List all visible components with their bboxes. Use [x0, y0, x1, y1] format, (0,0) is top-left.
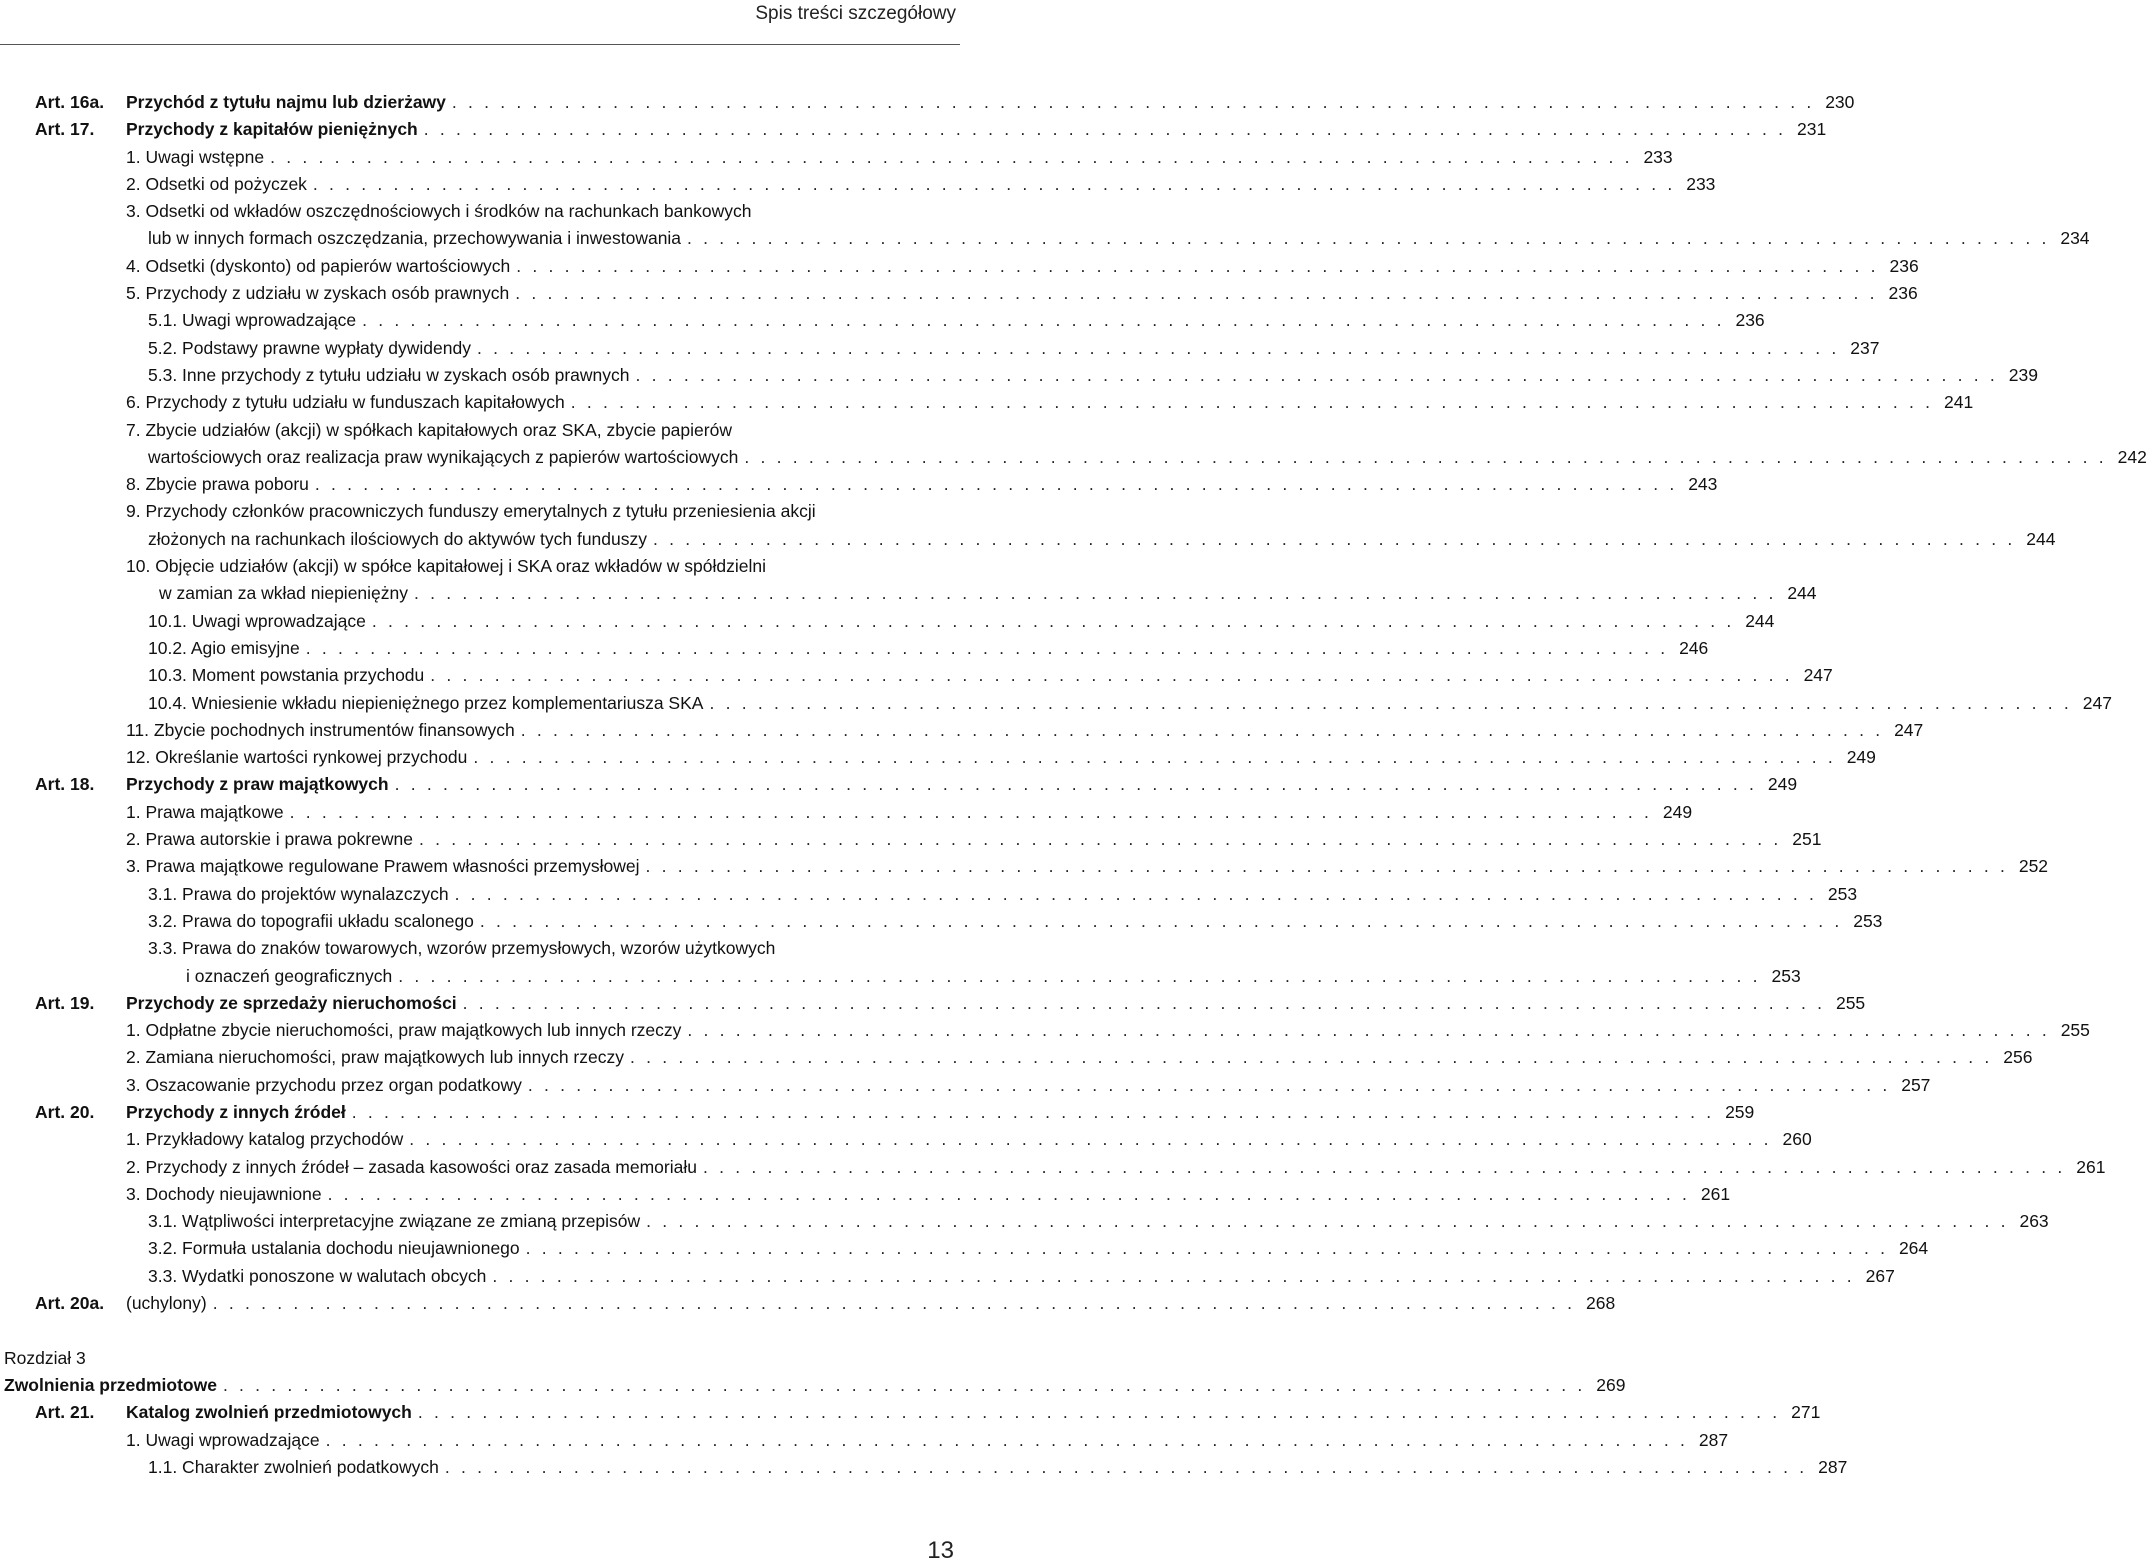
- entry-title: 2. Przychody z innych źródeł – zasada kasowości oraz zasada memoriału: [126, 1156, 697, 1177]
- entry-title: 1. Uwagi wstępne: [126, 146, 265, 167]
- dot-leader: . . . . . . . . . . . . . . . . . . . . . . . . . . . . . . . . . . . . . . . . . . . . . . . . . . . . . . . . . . . . . . . . . . . . . . . . . . . . . . . . . . . . .: [314, 474, 1678, 495]
- article-number: Art. 19.: [35, 992, 95, 1013]
- entry-title: 2. Zamiana nieruchomości, praw majątkowych lub innych rzeczy: [126, 1047, 624, 1068]
- dot-leader: . . . . . . . . . . . . . . . . . . . . . . . . . . . . . . . . . . . . . . . . . . . . . . . . . . . . . . . . . . . . . . . . . . . . . . . . . . . . . . . . . . . . .: [371, 610, 1735, 631]
- entry-page-number: 263: [2019, 1211, 2049, 1232]
- dot-leader: . . . . . . . . . . . . . . . . . . . . . . . . . . . . . . . . . . . . . . . . . . . . . . . . . . . . . . . . . . . . . . . . . . . . . . . . . . . . . . . . . . . . .: [462, 992, 1826, 1013]
- dot-leader: . . . . . . . . . . . . . . . . . . . . . . . . . . . . . . . . . . . . . . . . . . . . . . . . . . . . . . . . . . . . . . . . . . . . . . . . . . . . . . . . . . . . .: [222, 1374, 1586, 1395]
- entry-page-number: 244: [1787, 583, 1817, 604]
- running-header: [0, 0, 960, 45]
- toc-entry: [0, 253, 1919, 280]
- entry-title: 10.3. Moment powstania przychodu: [148, 665, 425, 686]
- dot-leader: . . . . . . . . . . . . . . . . . . . . . . . . . . . . . . . . . . . . . . . . . . . . . . . . . . . . . . . . . . . . . . . . . . . . . . . . . . . . . . . . . . . . .: [473, 747, 1836, 768]
- entry-title: 3.3. Wydatki ponoszone w walutach obcych: [148, 1265, 487, 1286]
- entry-page-number: 242: [2117, 446, 2147, 467]
- toc-entry: [0, 1154, 2106, 1181]
- toc-entry: [0, 1454, 1848, 1481]
- entry-page-number: 257: [1901, 1074, 1931, 1095]
- chapter-heading: [0, 1345, 960, 1372]
- dot-leader: . . . . . . . . . . . . . . . . . . . . . . . . . . . . . . . . . . . . . . . . . . . . . . . . . . . . . . . . . . . . . . . . . . . . . . . . . . . . . . . . . . . . .: [398, 965, 1761, 986]
- entry-page-number: 261: [1700, 1183, 1731, 1204]
- dot-leader: . . . . . . . . . . . . . . . . . . . . . . . . . . . . . . . . . . . . . . . . . . . . . . . . . . . . . . . . . . . . . . . . . . . . . . . . . . . . . . . . . . . . .: [394, 774, 1758, 795]
- entry-page-number: 287: [1818, 1456, 1848, 1477]
- dot-leader: . . . . . . . . . . . . . . . . . . . . . . . . . . . . . . . . . . . . . . . . . . . . . . . . . . . . . . . . . . . . . . . . . . . . . . . . . . . . . . . . . . . . .: [476, 337, 1840, 358]
- toc-article-entry: [0, 990, 1866, 1017]
- entry-title: 1.1. Charakter zwolnień podatkowych: [148, 1456, 439, 1477]
- entry-title: 11. Zbycie pochodnych instrumentów finansowych: [126, 719, 515, 740]
- dot-leader: . . . . . . . . . . . . . . . . . . . . . . . . . . . . . . . . . . . . . . . . . . . . . . . . . . . . . . . . . . . . . . . . . . . . . . . . . . . . . . . . . . . . .: [702, 1156, 2066, 1177]
- dot-leader: . . . . . . . . . . . . . . . . . . . . . . . . . . . . . . . . . . . . . . . . . . . . . . . . . . . . . . . . . . . . . . . . . . . . . . . . . . . . . . . . . . . . .: [525, 1238, 1889, 1259]
- dot-leader: . . . . . . . . . . . . . . . . . . . . . . . . . . . . . . . . . . . . . . . . . . . . . . . . . . . . . . . . . . . . . . . . . . . . . . . . . . . . . . . . . . . . .: [444, 1456, 1808, 1477]
- entry-title: 3.3. Prawa do znaków towarowych, wzorów przemysłowych, wzorów użytkowych: [148, 938, 776, 959]
- entry-title: 7. Zbycie udziałów (akcji) w spółkach kapitałowych oraz SKA, zbycie papierów: [126, 419, 732, 440]
- entry-page-number: 244: [2026, 528, 2056, 549]
- entry-title: (uchylony): [126, 1293, 207, 1314]
- entry-title: 2. Prawa autorskie i prawa pokrewne: [126, 829, 413, 850]
- dot-leader: . . . . . . . . . . . . . . . . . . . . . . . . . . . . . . . . . . . . . . . . . . . . . . . . . . . . . . . . . . . . . . . . . . . . . . . . . . . . . . . . . . . . .: [520, 719, 1884, 740]
- toc-entry: [0, 826, 1822, 853]
- entry-title-continuation: wartościowych oraz realizacja praw wynikających z papierów wartościowych: [148, 446, 739, 467]
- dot-leader: . . . . . . . . . . . . . . . . . . . . . . . . . . . . . . . . . . . . . . . . . . . . . . . . . . . . . . . . . . . . . . . . . . . . . . . . . . . . . . . . . . . . .: [362, 310, 1725, 331]
- entry-title: 3. Oszacowanie przychodu przez organ podatkowy: [126, 1074, 522, 1095]
- entry-title-continuation: w zamian za wkład niepieniężny: [159, 583, 409, 604]
- dot-leader: . . . . . . . . . . . . . . . . . . . . . . . . . . . . . . . . . . . . . . . . . . . . . . . . . . . . . . . . . . . . . . . . . . . . . . . . . . . . . . . . . . . . .: [351, 1101, 1715, 1122]
- entry-title: 3. Dochody nieujawnione: [126, 1183, 322, 1204]
- entry-title: 3.2. Prawa do topografii układu scalonego: [148, 910, 474, 931]
- dot-leader: . . . . . . . . . . . . . . . . . . . . . . . . . . . . . . . . . . . . . . . . . . . . . . . . . . . . . . . . . . . . . . . . . . . . . . . . . . . . . . . . . . . . .: [305, 637, 1669, 658]
- toc-entry: [0, 553, 1817, 608]
- toc-entry: [0, 662, 1833, 689]
- toc-entry: [0, 335, 1880, 362]
- entry-page-number: 246: [1679, 637, 1709, 658]
- dot-leader: . . . . . . . . . . . . . . . . . . . . . . . . . . . . . . . . . . . . . . . . . . . . . . . . . . . . . . . . . . . . . . . . . . . . . . . . . . . . . . . . . . . . .: [653, 528, 2016, 549]
- dot-leader: . . . . . . . . . . . . . . . . . . . . . . . . . . . . . . . . . . . . . . . . . . . . . . . . . . . . . . . . . . . . . . . . . . . . . . . . . . . . . . . . . . . . .: [570, 392, 1934, 413]
- entry-title: Przychody z innych źródeł: [126, 1101, 346, 1122]
- toc-article-entry: [0, 1399, 1821, 1426]
- entry-title: Przychody ze sprzedaży nieruchomości: [126, 992, 457, 1013]
- entry-page-number: 261: [2076, 1156, 2106, 1177]
- toc-entry: [0, 799, 1693, 826]
- toc-entry: [0, 1208, 2049, 1235]
- article-number: Art. 18.: [35, 774, 95, 795]
- toc-entry: [0, 1263, 1895, 1290]
- entry-title: 10. Objęcie udziałów (akcji) w spółce kapitałowej i SKA oraz wkładów w spółdzielni: [126, 556, 767, 577]
- entry-title: 5.3. Inne przychody z tytułu udziału w zyskach osób prawnych: [148, 364, 630, 385]
- entry-page-number: 264: [1898, 1238, 1929, 1259]
- dot-leader: . . . . . . . . . . . . . . . . . . . . . . . . . . . . . . . . . . . . . . . . . . . . . . . . . . . . . . . . . . . . . . . . . . . . . . . . . . . . . . . . . . . . .: [270, 146, 1633, 167]
- toc-entry: [0, 362, 2038, 389]
- toc-article-entry: [0, 1290, 1616, 1317]
- entry-title: 3. Odsetki od wkładów oszczędnościowych i środków na rachunkach bankowych: [126, 201, 752, 222]
- entry-page-number: 244: [1745, 610, 1775, 631]
- entry-page-number: 233: [1643, 146, 1673, 167]
- dot-leader: . . . . . . . . . . . . . . . . . . . . . . . . . . . . . . . . . . . . . . . . . . . . . . . . . . . . . . . . . . . . . . . . . . . . . . . . . . . . . . . . . . . . .: [635, 364, 1998, 385]
- toc-entry: [0, 608, 1775, 635]
- entry-title: 3. Prawa majątkowe regulowane Prawem własności przemysłowej: [126, 856, 640, 877]
- dot-leader: . . . . . . . . . . . . . . . . . . . . . . . . . . . . . . . . . . . . . . . . . . . . . . . . . . . . . . . . . . . . . . . . . . . . . . . . . . . . . . . . . . . . .: [409, 1129, 1772, 1150]
- toc-entry: [0, 417, 2147, 472]
- dot-leader: . . . . . . . . . . . . . . . . . . . . . . . . . . . . . . . . . . . . . . . . . . . . . . . . . . . . . . . . . . . . . . . . . . . . . . . . . . . . . . . . . . . . .: [418, 829, 1782, 850]
- toc-entry: [0, 198, 2090, 253]
- page-number: 13: [927, 1537, 954, 1564]
- dot-leader: . . . . . . . . . . . . . . . . . . . . . . . . . . . . . . . . . . . . . . . . . . . . . . . . . . . . . . . . . . . . . . . . . . . . . . . . . . . . . . . . . . . . .: [709, 692, 2072, 713]
- entry-page-number: 259: [1725, 1101, 1755, 1122]
- entry-title: 2. Odsetki od pożyczek: [126, 173, 307, 194]
- entry-title: 5.1. Uwagi wprowadzające: [148, 310, 357, 331]
- entry-page-number: 255: [2060, 1020, 2090, 1041]
- entry-page-number: 249: [1767, 774, 1798, 795]
- entry-title: 4. Odsetki (dyskonto) od papierów wartościowych: [126, 255, 511, 276]
- toc-entry: [0, 1072, 1931, 1099]
- entry-page-number: 237: [1850, 337, 1880, 358]
- toc-entry: [0, 1017, 2090, 1044]
- entry-page-number: 268: [1586, 1293, 1616, 1314]
- entry-title: Zwolnienia przedmiotowe: [4, 1374, 217, 1395]
- entry-page-number: 252: [2018, 856, 2049, 877]
- entry-page-number: 251: [1792, 829, 1822, 850]
- entry-page-number: 247: [2082, 692, 2112, 713]
- article-number: Art. 21.: [35, 1402, 95, 1423]
- entry-page-number: 253: [1827, 883, 1858, 904]
- entry-page-number: 241: [1944, 392, 1974, 413]
- toc-entry: [0, 307, 1765, 334]
- toc-article-entry: [0, 771, 1798, 798]
- toc-article-entry: [0, 1099, 1755, 1126]
- entry-page-number: 271: [1791, 1402, 1821, 1423]
- dot-leader: . . . . . . . . . . . . . . . . . . . . . . . . . . . . . . . . . . . . . . . . . . . . . . . . . . . . . . . . . . . . . . . . . . . . . . . . . . . . . . . . . . . . .: [646, 1211, 2009, 1232]
- dot-leader: . . . . . . . . . . . . . . . . . . . . . . . . . . . . . . . . . . . . . . . . . . . . . . . . . . . . . . . . . . . . . . . . . . . . . . . . . . . . . . . . . . . . .: [451, 92, 1815, 112]
- entry-page-number: 260: [1782, 1129, 1812, 1150]
- entry-page-number: 267: [1865, 1265, 1895, 1286]
- entry-page-number: 236: [1889, 255, 1919, 276]
- entry-title: Przychody z praw majątkowych: [126, 774, 389, 795]
- entry-page-number: 243: [1688, 474, 1718, 495]
- toc-entry: [0, 635, 1709, 662]
- entry-page-number: 249: [1846, 747, 1876, 768]
- entry-page-number: 249: [1662, 801, 1693, 822]
- entry-title: 10.4. Wniesienie wkładu niepieniężnego przez komplementariusza SKA: [148, 692, 704, 713]
- article-number: Art. 17.: [35, 119, 95, 140]
- entry-title: 6. Przychody z tytułu udziału w funduszach kapitałowych: [126, 392, 565, 413]
- toc-entry: [0, 471, 1718, 498]
- entry-title-continuation: złożonych na rachunkach ilościowych do aktywów tych funduszy: [148, 528, 647, 549]
- entry-title: Przychód z tytułu najmu lub dzierżawy: [126, 92, 446, 112]
- entry-page-number: 236: [1888, 283, 1918, 304]
- entry-title: 5.2. Podstawy prawne wypłaty dywidendy: [148, 337, 471, 358]
- article-number: Art. 20a.: [35, 1293, 105, 1314]
- entry-page-number: 236: [1735, 310, 1765, 331]
- toc-entry: [0, 908, 1883, 935]
- toc-article-entry: [0, 89, 1855, 116]
- entry-title: 12. Określanie wartości rynkowej przychodu: [126, 747, 468, 768]
- toc-entry: [0, 717, 1924, 744]
- dot-leader: . . . . . . . . . . . . . . . . . . . . . . . . . . . . . . . . . . . . . . . . . . . . . . . . . . . . . . . . . . . . . . . . . . . . . . . . . . . . . . . . . . . . .: [312, 173, 1676, 194]
- chapter-label: Rozdział 3: [4, 1347, 86, 1368]
- dot-leader: . . . . . . . . . . . . . . . . . . . . . . . . . . . . . . . . . . . . . . . . . . . . . . . . . . . . . . . . . . . . . . . . . . . . . . . . . . . . . . . . . . . . .: [423, 119, 1787, 140]
- entry-page-number: 287: [1698, 1429, 1729, 1450]
- entry-page-number: 231: [1797, 119, 1827, 140]
- toc-spacer: [0, 1317, 960, 1344]
- dot-leader: . . . . . . . . . . . . . . . . . . . . . . . . . . . . . . . . . . . . . . . . . . . . . . . . . . . . . . . . . . . . . . . . . . . . . . . . . . . . . . . . . . . . .: [212, 1293, 1576, 1314]
- entry-title: 1. Przykładowy katalog przychodów: [126, 1129, 404, 1150]
- entry-page-number: 234: [2060, 228, 2090, 249]
- entry-page-number: 233: [1686, 173, 1716, 194]
- entry-page-number: 247: [1894, 719, 1924, 740]
- toc-article-entry: [0, 116, 1827, 143]
- dot-leader: . . . . . . . . . . . . . . . . . . . . . . . . . . . . . . . . . . . . . . . . . . . . . . . . . . . . . . . . . . . . . . . . . . . . . . . . . . . . . . . . . . . . .: [414, 583, 1777, 604]
- article-number: Art. 16a.: [35, 92, 105, 112]
- dot-leader: . . . . . . . . . . . . . . . . . . . . . . . . . . . . . . . . . . . . . . . . . . . . . . . . . . . . . . . . . . . . . . . . . . . . . . . . . . . . . . . . . . . . .: [454, 883, 1818, 904]
- toc-entry: [0, 1427, 1729, 1454]
- dot-leader: . . . . . . . . . . . . . . . . . . . . . . . . . . . . . . . . . . . . . . . . . . . . . . . . . . . . . . . . . . . . . . . . . . . . . . . . . . . . . . . . . . . . .: [479, 910, 1843, 931]
- entry-title: Katalog zwolnień przedmiotowych: [126, 1402, 412, 1423]
- dot-leader: . . . . . . . . . . . . . . . . . . . . . . . . . . . . . . . . . . . . . . . . . . . . . . . . . . . . . . . . . . . . . . . . . . . . . . . . . . . . . . . . . . . . .: [516, 255, 1879, 276]
- entry-title: 3.1. Prawa do projektów wynalazczych: [148, 883, 449, 904]
- entry-title: 5. Przychody z udziału w zyskach osób prawnych: [126, 283, 510, 304]
- entry-title: 10.1. Uwagi wprowadzające: [148, 610, 366, 631]
- toc-entry: [0, 1044, 2033, 1071]
- article-number: Art. 20.: [35, 1101, 95, 1122]
- entry-title: 3.2. Formuła ustalania dochodu nieujawnionego: [148, 1238, 520, 1259]
- entry-page-number: 247: [1803, 665, 1833, 686]
- entry-title: 1. Prawa majątkowe: [126, 801, 284, 822]
- entry-title: 8. Zbycie prawa poboru: [126, 474, 309, 495]
- entry-page-number: 255: [1835, 992, 1866, 1013]
- toc-entry: [0, 881, 1858, 908]
- dot-leader: . . . . . . . . . . . . . . . . . . . . . . . . . . . . . . . . . . . . . . . . . . . . . . . . . . . . . . . . . . . . . . . . . . . . . . . . . . . . . . . . . . . . .: [744, 446, 2107, 467]
- entry-title: 3.1. Wątpliwości interpretacyjne związane ze zmianą przepisów: [148, 1211, 641, 1232]
- entry-title: Przychody z kapitałów pieniężnych: [126, 119, 418, 140]
- toc-entry: [0, 935, 1801, 990]
- dot-leader: . . . . . . . . . . . . . . . . . . . . . . . . . . . . . . . . . . . . . . . . . . . . . . . . . . . . . . . . . . . . . . . . . . . . . . . . . . . . . . . . . . . . .: [687, 1020, 2050, 1041]
- entry-page-number: 256: [2003, 1047, 2033, 1068]
- entry-title: 9. Przychody członków pracowniczych funduszy emerytalnych z tytułu przeniesienia akcji: [126, 501, 816, 522]
- entry-title-continuation: i oznaczeń geograficznych: [186, 965, 393, 986]
- toc-entry: [0, 1235, 1929, 1262]
- table-of-contents: [0, 89, 2147, 1481]
- toc-entry: [0, 1181, 1731, 1208]
- dot-leader: . . . . . . . . . . . . . . . . . . . . . . . . . . . . . . . . . . . . . . . . . . . . . . . . . . . . . . . . . . . . . . . . . . . . . . . . . . . . . . . . . . . . .: [325, 1429, 1689, 1450]
- dot-leader: . . . . . . . . . . . . . . . . . . . . . . . . . . . . . . . . . . . . . . . . . . . . . . . . . . . . . . . . . . . . . . . . . . . . . . . . . . . . . . . . . . . . .: [417, 1402, 1781, 1423]
- entry-title: 10.2. Agio emisyjne: [148, 637, 300, 658]
- toc-entry: [0, 280, 1918, 307]
- dot-leader: . . . . . . . . . . . . . . . . . . . . . . . . . . . . . . . . . . . . . . . . . . . . . . . . . . . . . . . . . . . . . . . . . . . . . . . . . . . . . . . . . . . . .: [492, 1265, 1855, 1286]
- entry-page-number: 230: [1825, 92, 1855, 112]
- entry-title: 1. Uwagi wprowadzające: [126, 1429, 320, 1450]
- toc-entry: [0, 853, 2049, 880]
- dot-leader: . . . . . . . . . . . . . . . . . . . . . . . . . . . . . . . . . . . . . . . . . . . . . . . . . . . . . . . . . . . . . . . . . . . . . . . . . . . . . . . . . . . . .: [645, 856, 2009, 877]
- entry-page-number: 253: [1771, 965, 1801, 986]
- dot-leader: . . . . . . . . . . . . . . . . . . . . . . . . . . . . . . . . . . . . . . . . . . . . . . . . . . . . . . . . . . . . . . . . . . . . . . . . . . . . . . . . . . . . .: [527, 1074, 1891, 1095]
- dot-leader: . . . . . . . . . . . . . . . . . . . . . . . . . . . . . . . . . . . . . . . . . . . . . . . . . . . . . . . . . . . . . . . . . . . . . . . . . . . . . . . . . . . . .: [430, 665, 1793, 686]
- dot-leader: . . . . . . . . . . . . . . . . . . . . . . . . . . . . . . . . . . . . . . . . . . . . . . . . . . . . . . . . . . . . . . . . . . . . . . . . . . . . . . . . . . . . .: [515, 283, 1878, 304]
- toc-entry: [0, 744, 1876, 771]
- entry-page-number: 253: [1853, 910, 1883, 931]
- entry-title: 1. Odpłatne zbycie nieruchomości, praw majątkowych lub innych rzeczy: [126, 1020, 682, 1041]
- header-title: Spis treści szczegółowy: [755, 3, 956, 24]
- entry-title-continuation: lub w innych formach oszczędzania, przechowywania i inwestowania: [148, 228, 682, 249]
- dot-leader: . . . . . . . . . . . . . . . . . . . . . . . . . . . . . . . . . . . . . . . . . . . . . . . . . . . . . . . . . . . . . . . . . . . . . . . . . . . . . . . . . . . . .: [327, 1183, 1691, 1204]
- toc-entry: [0, 1126, 1812, 1153]
- entry-page-number: 269: [1596, 1374, 1626, 1395]
- toc-entry: [0, 389, 1974, 416]
- toc-entry: [0, 498, 2056, 553]
- dot-leader: . . . . . . . . . . . . . . . . . . . . . . . . . . . . . . . . . . . . . . . . . . . . . . . . . . . . . . . . . . . . . . . . . . . . . . . . . . . . . . . . . . . . .: [629, 1047, 1993, 1068]
- entry-page-number: 239: [2008, 364, 2038, 385]
- toc-entry: [0, 1372, 1626, 1399]
- dot-leader: . . . . . . . . . . . . . . . . . . . . . . . . . . . . . . . . . . . . . . . . . . . . . . . . . . . . . . . . . . . . . . . . . . . . . . . . . . . . . . . . . . . . .: [289, 801, 1653, 822]
- toc-entry: [0, 144, 1673, 171]
- toc-entry: [0, 171, 1716, 198]
- dot-leader: . . . . . . . . . . . . . . . . . . . . . . . . . . . . . . . . . . . . . . . . . . . . . . . . . . . . . . . . . . . . . . . . . . . . . . . . . . . . . . . . . . . . .: [687, 228, 2050, 249]
- toc-entry: [0, 690, 2112, 717]
